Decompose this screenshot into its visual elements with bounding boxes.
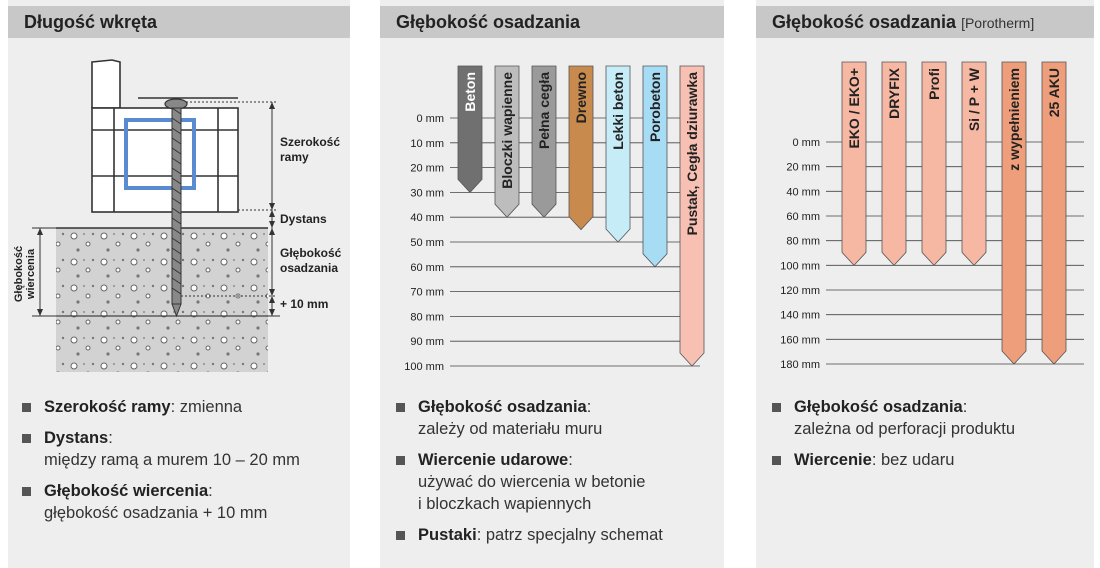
bullet-item: Dystans: między ramą a murem 10 – 20 mm	[22, 427, 344, 471]
screw-diagram	[8, 48, 350, 388]
y-tick-label: 140 mm	[780, 309, 820, 322]
label-spacing: Dystans	[280, 212, 327, 226]
label-drill-depth: Głębokość	[13, 245, 25, 303]
bar-label: Porobeton	[647, 72, 663, 142]
y-tick-label: 30 mm	[410, 187, 444, 200]
bullet-item: Głębokość wiercenia: głębokość osadzania + 10 mm	[22, 480, 344, 524]
bar-label: Si / P + W	[966, 68, 982, 132]
panel-porotherm	[756, 0, 1094, 568]
y-tick-label: 80 mm	[786, 235, 820, 248]
y-tick-label: 100 mm	[404, 361, 444, 373]
panel-title: Długość wkręta	[8, 6, 350, 38]
y-tick-label: 50 mm	[410, 237, 444, 249]
y-tick-label: 10 mm	[410, 137, 444, 150]
label-frame-width-2: ramy	[280, 150, 309, 164]
depth-chart	[380, 48, 724, 378]
y-tick-label: 60 mm	[410, 261, 444, 274]
y-tick-label: 160 mm	[780, 334, 820, 347]
bullet-list	[22, 396, 344, 533]
bar-label: Bloczki wapienne	[499, 72, 515, 189]
y-tick-label: 70 mm	[410, 286, 444, 299]
panel-screw-length	[8, 0, 350, 568]
y-tick-label: 20 mm	[786, 161, 820, 174]
y-tick-label: 100 mm	[780, 260, 820, 273]
bullet-list	[772, 396, 1090, 480]
bar-label: EKO / EKO+	[846, 68, 862, 149]
y-tick-label: 120 mm	[780, 285, 820, 297]
bar-label: DRYFIX	[886, 68, 902, 119]
label-depth: Głębokość	[280, 246, 342, 260]
bullet-item: Głębokość osadzania: zależy od materiału muru	[396, 396, 720, 440]
y-tick-label: 60 mm	[786, 211, 820, 223]
panel-subtitle: [Porotherm]	[961, 15, 1035, 31]
panel-depth	[380, 0, 724, 568]
label-depth-2: osadzania	[280, 261, 339, 275]
y-tick-label: 0 mm	[792, 137, 820, 149]
bar-label: Pustak, Cegła dziurawka	[684, 72, 700, 236]
panel-title-text: Głębokość osadzania	[772, 12, 957, 32]
bar-label: z wypełnieniem	[1006, 68, 1022, 171]
bullet-item: Wiercenie udarowe: używać do wiercenia w betonie i bloczkach wapiennych	[396, 449, 720, 515]
bar-label: Profi	[926, 68, 942, 100]
bar-label: Lekki beton	[610, 72, 626, 150]
y-tick-label: 40 mm	[786, 186, 820, 199]
panel-title: Głębokość osadzania	[380, 6, 724, 38]
y-tick-label: 180 mm	[780, 359, 820, 371]
bullet-item: Pustaki: patrz specjalny schemat	[396, 524, 720, 546]
label-drill-depth-2: wiercenia	[25, 248, 37, 300]
porotherm-chart	[756, 48, 1094, 378]
label-plus-10mm: + 10 mm	[280, 297, 329, 311]
y-tick-label: 20 mm	[410, 162, 444, 175]
y-tick-label: 40 mm	[410, 212, 444, 225]
bar-label: Beton	[462, 72, 478, 112]
bar-label: 25 AKU	[1046, 68, 1062, 118]
y-tick-label: 0 mm	[416, 113, 444, 125]
bullet-item: Szerokość ramy: zmienna	[22, 396, 344, 418]
wall-upper	[56, 228, 268, 316]
bullet-list	[396, 396, 720, 555]
wall-lower	[56, 316, 268, 372]
bar-label: Pełna cegła	[536, 72, 552, 150]
panel-title	[756, 6, 1094, 38]
label-frame-width: Szerokość	[280, 135, 341, 149]
y-tick-label: 80 mm	[410, 311, 444, 324]
y-tick-label: 90 mm	[410, 336, 444, 349]
bar-label: Drewno	[573, 72, 589, 124]
bullet-item: Wiercenie: bez udaru	[772, 449, 1090, 471]
bullet-item: Głębokość osadzania: zależna od perforacji produktu	[772, 396, 1090, 440]
